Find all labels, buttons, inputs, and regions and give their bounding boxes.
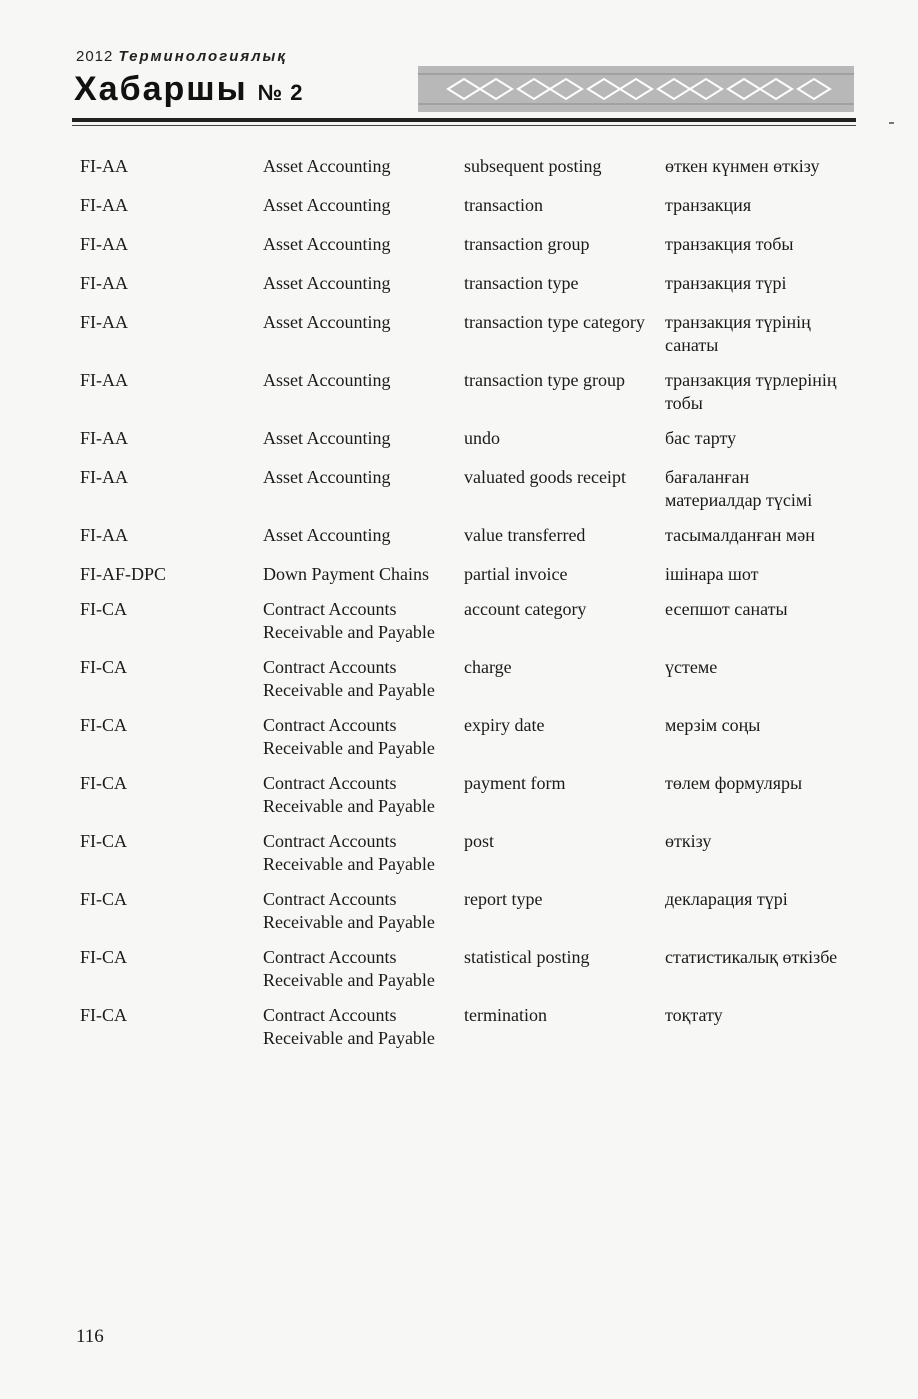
- module-name: Contract Accounts Receivable and Payable: [263, 773, 435, 816]
- module-name: Asset Accounting: [263, 195, 391, 215]
- english-term: charge: [464, 657, 512, 677]
- table-row: [80, 992, 850, 1050]
- kazakh-term: бас тарту: [665, 428, 737, 448]
- module-code: FI-AF-DPC: [80, 564, 167, 584]
- module-name: Asset Accounting: [263, 370, 391, 390]
- ornament-pattern-icon: [418, 66, 854, 112]
- module-code: FI-AA: [80, 156, 128, 176]
- module-code: FI-CA: [80, 773, 128, 793]
- header-year: 2012: [76, 48, 114, 65]
- table-row: [80, 217, 850, 256]
- kazakh-term: есепшот санаты: [665, 599, 788, 619]
- module-name: Contract Accounts Receivable and Payable: [263, 1005, 435, 1048]
- english-term: account category: [464, 599, 587, 619]
- table-row: [80, 702, 850, 760]
- english-term: report type: [464, 889, 543, 909]
- english-term: termination: [464, 1005, 547, 1025]
- module-name: Asset Accounting: [263, 467, 391, 487]
- module-name: Asset Accounting: [263, 234, 391, 254]
- journal-header: [72, 44, 856, 134]
- module-name: Asset Accounting: [263, 273, 391, 293]
- header-rule-thin: [72, 125, 856, 126]
- module-name: Contract Accounts Receivable and Payable: [263, 947, 435, 990]
- module-name: Asset Accounting: [263, 525, 391, 545]
- english-term: expiry date: [464, 715, 545, 735]
- english-term: value transferred: [464, 525, 586, 545]
- table-row: [80, 256, 850, 295]
- english-term: partial invoice: [464, 564, 568, 584]
- english-term: payment form: [464, 773, 566, 793]
- english-term: transaction type category: [464, 312, 645, 332]
- module-code: FI-AA: [80, 195, 128, 215]
- journal-title: Хабаршы: [74, 70, 248, 108]
- kazakh-term: транзакция: [665, 195, 752, 215]
- kazakh-term: транзакция түрі: [665, 273, 787, 293]
- journal-title-line: [74, 70, 304, 109]
- module-name: Asset Accounting: [263, 428, 391, 448]
- kazakh-term: транзакция тобы: [665, 234, 794, 254]
- english-term: valuated goods receipt: [464, 467, 626, 487]
- issue-number: № 2: [257, 80, 304, 105]
- table-row: [80, 644, 850, 702]
- table-row: [80, 155, 850, 178]
- table-row: [80, 178, 850, 217]
- english-term: transaction: [464, 195, 543, 215]
- module-code: FI-AA: [80, 273, 128, 293]
- margin-mark: [889, 122, 894, 124]
- table-row: [80, 512, 850, 547]
- module-code: FI-AA: [80, 312, 128, 332]
- page-number: 116: [76, 1326, 104, 1347]
- module-code: FI-AA: [80, 525, 128, 545]
- module-name: Contract Accounts Receivable and Payable: [263, 657, 435, 700]
- module-code: FI-CA: [80, 947, 128, 967]
- english-term: transaction group: [464, 234, 590, 254]
- module-code: FI-CA: [80, 599, 128, 619]
- header-subtitle: Терминологиялық: [118, 48, 287, 65]
- kazakh-term: транзакция түрінің санаты: [665, 312, 811, 355]
- table-row: [80, 547, 850, 586]
- english-term: transaction type: [464, 273, 579, 293]
- english-term: undo: [464, 428, 500, 448]
- kazakh-term: өткізу: [665, 831, 712, 851]
- kazakh-term: тасымалданған мән: [665, 525, 815, 545]
- kazakh-term: ішінара шот: [665, 564, 759, 584]
- module-code: FI-CA: [80, 657, 128, 677]
- module-code: FI-AA: [80, 467, 128, 487]
- table-row: [80, 295, 850, 357]
- module-name: Asset Accounting: [263, 156, 391, 176]
- table-row: [80, 876, 850, 934]
- kazakh-term: тоқтату: [665, 1005, 723, 1025]
- module-code: FI-AA: [80, 370, 128, 390]
- table-row: [80, 450, 850, 512]
- header-rule-thick: [72, 118, 856, 122]
- english-term: subsequent posting: [464, 156, 602, 176]
- table-row: [80, 934, 850, 992]
- header-top-line: [76, 48, 287, 65]
- kazakh-term: төлем формуляры: [665, 773, 803, 793]
- english-term: transaction type group: [464, 370, 625, 390]
- table-row: [80, 818, 850, 876]
- ornament-band: [418, 66, 854, 112]
- kazakh-term: өткен күнмен өткізу: [665, 156, 820, 176]
- module-code: FI-AA: [80, 234, 128, 254]
- module-code: FI-CA: [80, 1005, 128, 1025]
- module-name: Asset Accounting: [263, 312, 391, 332]
- english-term: post: [464, 831, 495, 851]
- kazakh-term: мерзім соңы: [665, 715, 761, 735]
- module-name: Contract Accounts Receivable and Payable: [263, 831, 435, 874]
- kazakh-term: үстеме: [665, 657, 718, 677]
- module-name: Contract Accounts Receivable and Payable: [263, 889, 435, 932]
- module-code: FI-CA: [80, 889, 128, 909]
- terminology-table: [80, 155, 850, 1050]
- kazakh-term: бағаланған материалдар түсімі: [665, 467, 813, 510]
- module-code: FI-CA: [80, 715, 128, 735]
- module-name: Contract Accounts Receivable and Payable: [263, 599, 435, 642]
- table-row: [80, 357, 850, 415]
- module-name: Contract Accounts Receivable and Payable: [263, 715, 435, 758]
- english-term: statistical posting: [464, 947, 590, 967]
- kazakh-term: статистикалық өткізбе: [665, 947, 838, 967]
- table-row: [80, 415, 850, 450]
- module-code: FI-CA: [80, 831, 128, 851]
- module-code: FI-AA: [80, 428, 128, 448]
- module-name: Down Payment Chains: [263, 564, 429, 584]
- kazakh-term: транзакция түрлерінің тобы: [665, 370, 837, 413]
- table-row: [80, 586, 850, 644]
- kazakh-term: декларация түрі: [665, 889, 788, 909]
- table-row: [80, 760, 850, 818]
